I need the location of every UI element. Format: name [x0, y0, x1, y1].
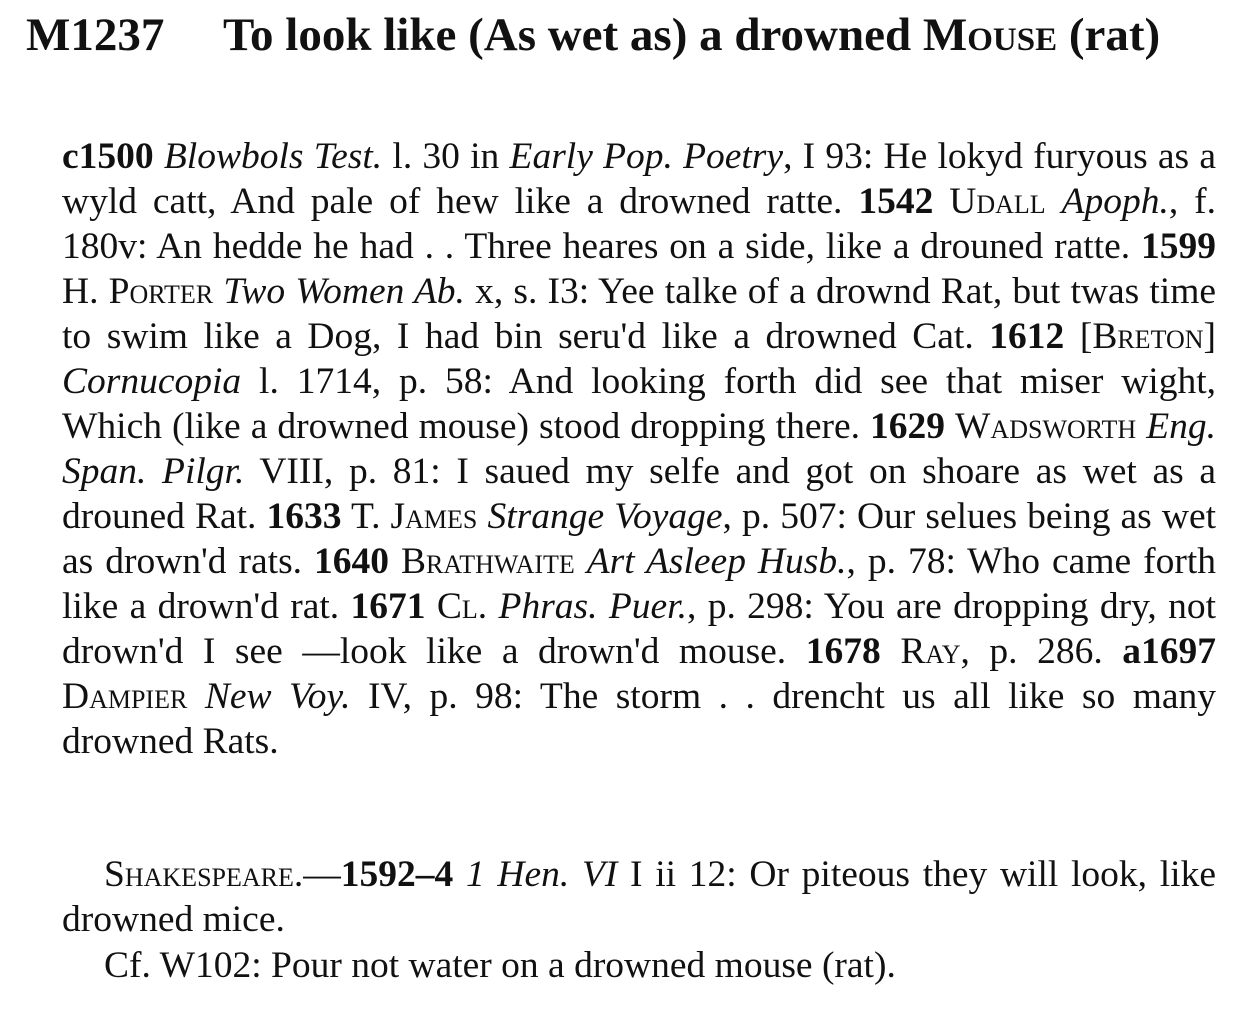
citation-work: Cornucopia: [62, 361, 242, 402]
citation-author: James: [390, 496, 478, 537]
citation-work: Two Women Ab.: [223, 271, 465, 312]
citation-year: 1678: [805, 631, 881, 672]
citation-text: , p. 507: Our selues being as wet as drown'd rats.: [62, 496, 1217, 582]
citation-pre: T.: [350, 496, 391, 537]
citation-author: Ray: [900, 631, 961, 672]
entry-title-main: To look like (As wet as) a drowned: [223, 9, 923, 61]
citation-year: a1697: [1122, 631, 1217, 672]
citation-work: Strange Voyage: [487, 496, 723, 537]
citation-author: Dampier: [62, 676, 188, 717]
citation-work2: Early Pop. Poetry: [509, 136, 784, 177]
shakespeare-work: 1 Hen. VI: [465, 854, 618, 895]
citation-post: [1046, 181, 1062, 222]
shakespeare-text: I ii 12: Or piteous they will look, like drowned mice.: [62, 854, 1216, 940]
citation-author: Wadsworth: [955, 406, 1137, 447]
citation-text: , f. 180v: An hedde he had . . Three heares on a side, like a drouned ratte.: [62, 181, 1216, 267]
citation-author: Udall: [949, 181, 1046, 222]
citation-year: c1500: [62, 136, 154, 177]
citation-pre: [: [1079, 316, 1093, 357]
shakespeare-year: 1592–4: [340, 854, 454, 895]
entry-title: [223, 10, 1218, 60]
citation-text: IV, p. 98: The storm . . drencht us all like so many drowned Rats.: [62, 676, 1217, 762]
citation-work: Phras. Puer.: [498, 586, 687, 627]
citation-year: 1612: [989, 316, 1065, 357]
citation-post: [1136, 406, 1146, 447]
citation-author: Cl.: [436, 586, 488, 627]
citation-post: [575, 541, 587, 582]
citation-work: Eng. Span. Pilgr.: [62, 406, 1217, 492]
shakespeare-paragraph: [62, 852, 1216, 942]
citation-work: New Voy.: [204, 676, 351, 717]
citation-text2: , I 93: He lokyd furyous as a wyld catt, And pale of hew like a drowned ratte.: [62, 136, 1217, 222]
citation-year: 1633: [266, 496, 342, 537]
crossref-paragraph: [104, 943, 1216, 988]
citation-year: 1671: [350, 586, 426, 627]
citation-year: 1629: [870, 406, 946, 447]
citation-text: , p. 286.: [960, 631, 1103, 672]
citation-work: Apoph.: [1061, 181, 1169, 222]
citation: [806, 631, 1103, 672]
entry-title-keyword: Mouse: [922, 9, 1058, 61]
entry-id: M1237: [26, 9, 165, 61]
citation-text: , p. 78: Who came forth like a drown'd rat.: [62, 541, 1217, 627]
citation-post: [487, 586, 498, 627]
citation-post: [187, 676, 205, 717]
shakespeare-dash: .—: [293, 854, 341, 895]
citation-text: l. 30 in: [382, 136, 510, 177]
citation-text: VIII, p. 81: I saued my selfe and got on shoare as wet as a drouned Rat.: [62, 451, 1216, 537]
citation-year: 1640: [314, 541, 390, 582]
citation-author: Brathwaite: [401, 541, 575, 582]
citation-work: Blowbols Test.: [163, 136, 383, 177]
citation-author: Porter: [108, 271, 214, 312]
shakespeare-label: Shakespeare: [104, 854, 294, 895]
entry-title-tail: (rat): [1057, 9, 1161, 61]
citation-text: x, s. I3: Yee talke of a drownd Rat, but twas time to swim like a Dog, I had bin seru'd like a drowned Cat.: [62, 271, 1217, 357]
citation-author: Breton: [1092, 316, 1204, 357]
citations-paragraph: [62, 134, 1216, 764]
citation-post: ]: [1203, 316, 1217, 357]
citation-post: [213, 271, 223, 312]
citation-year: 1542: [858, 181, 934, 222]
crossref-text: Cf. W102: Pour not water on a drowned mouse (rat).: [104, 945, 896, 986]
citation-work: Art Asleep Husb.: [586, 541, 847, 582]
citation-year: 1599: [1141, 226, 1217, 267]
citation-text: l. 1714, p. 58: And looking forth did see that miser wight, Which (like a drowned mouse) stood dropping there.: [62, 361, 1216, 447]
citation-text: , p. 298: You are dropping dry, not drown'd I see —look like a drown'd mouse.: [62, 586, 1217, 672]
citation-pre: H.: [62, 271, 109, 312]
citation-post: [477, 496, 487, 537]
